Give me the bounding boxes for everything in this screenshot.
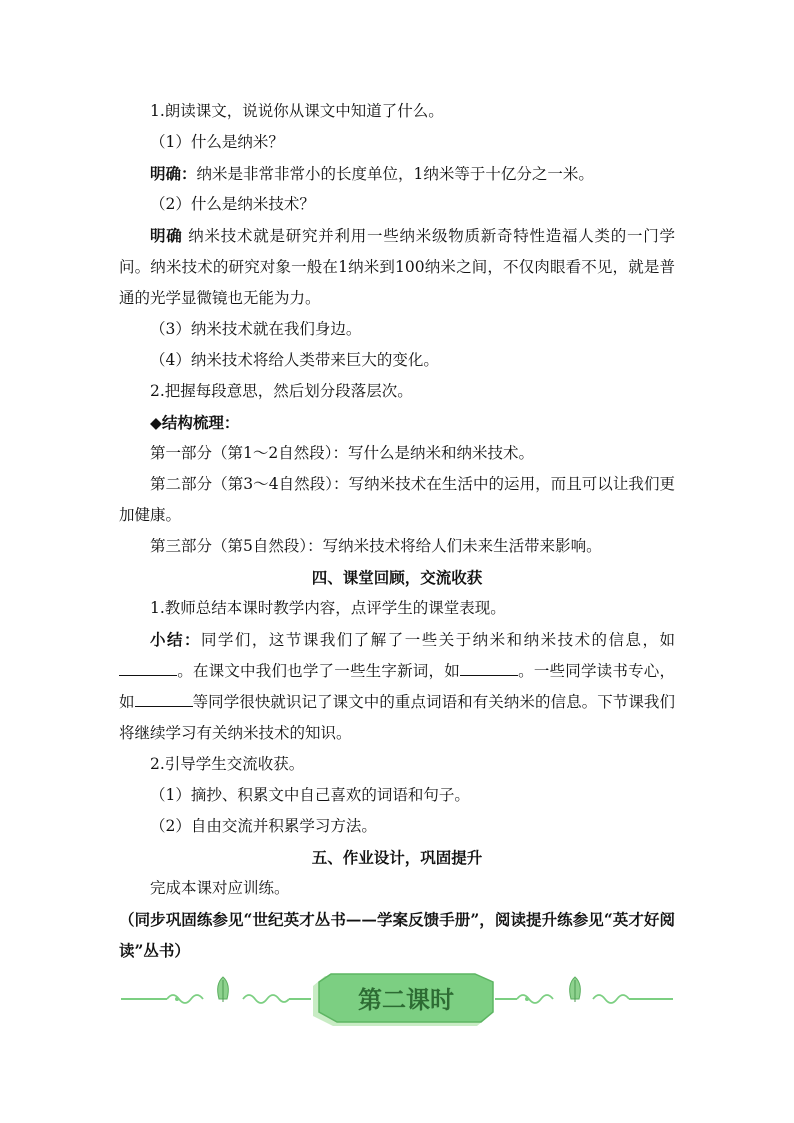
lesson-banner xyxy=(119,972,675,1032)
summary-part-b: 。在课文中我们也学了一些生字新词，如 xyxy=(177,662,460,680)
summary-part-d: 等同学很快就识记了课文中的重点词语和有关纳米的信息。下节课我们将继续学习有关纳米技术的知识。 xyxy=(119,693,675,742)
blank-line xyxy=(119,661,177,676)
swirl-icon xyxy=(593,995,629,1003)
section-4-sub-2: （2）自由交流并积累学习方法。 xyxy=(150,817,377,835)
section-4-item-1: 1.教师总结本课时教学内容，点评学生的课堂表现。 xyxy=(150,599,506,617)
question-1: （1）什么是纳米？ xyxy=(150,133,284,151)
question-2: （2）什么是纳米技术？ xyxy=(150,195,315,213)
question-4: （4）纳米技术将给人类带来巨大的变化。 xyxy=(150,351,439,369)
section-4-heading: 四、课堂回顾，交流收获 xyxy=(311,568,483,587)
item-1: 1.朗读课文，说说你从课文中知道了什么。 xyxy=(150,102,444,120)
section-4-item-2: 2.引导学生交流收获。 xyxy=(150,755,305,773)
section-5-heading: 五、作业设计，巩固提升 xyxy=(311,848,483,867)
blank-line xyxy=(135,692,193,707)
answer-text: 纳米技术就是研究并利用一些纳米级物质新奇特性造福人类的一门学问。纳米技术的研究对象一般在1纳米到100纳米之间，不仅肉眼看不见，就是普通的光学显微镜也无能为力。 xyxy=(119,227,675,307)
question-3: （3）纳米技术就在我们身边。 xyxy=(150,320,362,338)
swirl-icon xyxy=(517,995,553,1003)
part-1: 第一部分（第1～2自然段）：写什么是纳米和纳米技术。 xyxy=(150,444,534,462)
section-5-note: （同步巩固练参见“世纪英才丛书——学案反馈手册”，阅读提升练参见“英才好阅读”丛书） xyxy=(119,910,675,960)
part-2: 第二部分（第3～4自然段）：写纳米技术在生活中的运用，而且可以让我们更加健康。 xyxy=(119,475,675,524)
answer-1 xyxy=(119,158,675,189)
document-body xyxy=(119,96,675,966)
structure-title: ◆结构梳理： xyxy=(150,413,240,432)
swirl-icon xyxy=(167,995,203,1003)
dot-icon xyxy=(175,997,179,1001)
answer-label: 明确 xyxy=(150,226,183,245)
item-2: 2.把握每段意思，然后划分段落层次。 xyxy=(150,382,413,400)
summary-part-c: 。一些同学读书专心，如 xyxy=(119,662,675,711)
answer-2 xyxy=(119,220,675,314)
section-4-sub-1: （1）摘抄、积累文中自己喜欢的词语和句子。 xyxy=(150,786,470,804)
swirl-icon xyxy=(243,995,289,1003)
banner-title: 第二课时 xyxy=(358,985,454,1014)
answer-label: 明确： xyxy=(150,164,197,183)
banner-graphic xyxy=(119,972,675,1032)
section-5-text: 完成本课对应训练。 xyxy=(150,879,290,897)
blank-line xyxy=(460,661,518,676)
answer-text: 纳米是非常非常小的长度单位，1纳米等于十亿分之一米。 xyxy=(196,165,594,183)
summary-part-a: 同学们，这节课我们了解了一些关于纳米和纳米技术的信息，如 xyxy=(200,631,675,649)
dot-icon xyxy=(525,997,529,1001)
summary-label: 小结： xyxy=(150,630,201,649)
summary-paragraph xyxy=(119,624,675,749)
part-3: 第三部分（第5自然段）：写纳米技术将给人们未来生活带来影响。 xyxy=(150,537,602,555)
